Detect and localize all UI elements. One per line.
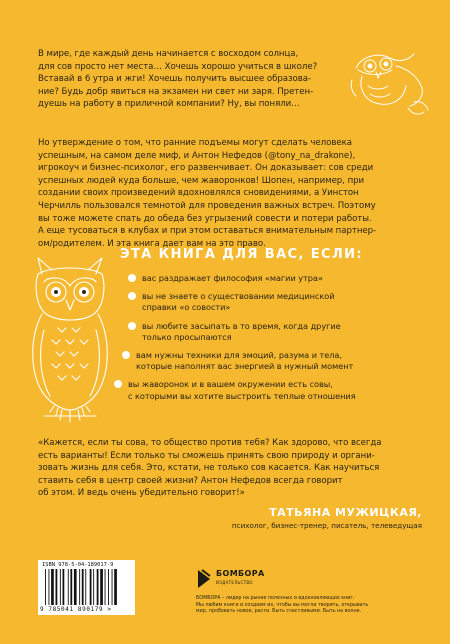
- quote-line: зовать жизнь для себя. Это, кстати, не только сов касается. Как научиться: [38, 463, 380, 473]
- publisher-line: Мы любим книги и создаем их, чтобы вы могли творить, открывать: [196, 602, 369, 608]
- list-item-text: вы не знаете о существовании медицинской: [142, 291, 335, 302]
- barcode-bar: [56, 569, 58, 605]
- intro-line: Вставай в 6 утра и жги! Хочешь получить высшее образова-: [38, 74, 311, 85]
- barcode-bar: [100, 569, 103, 605]
- barcode-bar: [85, 569, 86, 605]
- description-line: Черчилль пользовался темнотой для проведения важных встреч. Поэтому: [38, 200, 376, 211]
- isbn-label: ISBN 978-5-04-189017-9: [42, 562, 114, 568]
- intro-line: дуешь на работу в приличной компании? Ну, вы поняли…: [38, 99, 300, 110]
- bombora-logo-icon: [196, 568, 212, 590]
- list-item-text: справки «о совости»: [142, 302, 231, 313]
- intro-line: ние? Будь добр явиться на экзамен ни свет ни заря. Претен-: [38, 86, 314, 97]
- barcode-bar: [70, 569, 72, 605]
- barcode-icon: [44, 569, 129, 605]
- barcode-bar: [97, 569, 99, 605]
- benefit-list: [128, 273, 428, 409]
- quote-line: ставить себя в центр своей жизни? Антон Нефедов всегда говорит: [38, 475, 343, 486]
- barcode-bar: [108, 569, 109, 605]
- barcode-bar: [49, 569, 50, 605]
- quote-line: об этом. И ведь очень убедительно говорит!»: [38, 488, 245, 498]
- quote-line: «Кажется, если ты сова, то общество против тебя? Как здорово, что всегда: [38, 438, 382, 448]
- publisher-line: БОМБОРА – лидер на рынке полезных и вдохновляющих книг.: [196, 596, 355, 601]
- barcode-bar: [60, 569, 61, 605]
- owl-illustration: [24, 256, 116, 426]
- description-paragraph: [38, 137, 423, 250]
- publisher-name: БОМБОРА: [216, 569, 265, 578]
- list-item-text: с которыми вы хотите выстроить теплые отношения: [128, 390, 356, 401]
- barcode-bar: [51, 569, 54, 605]
- bullet-icon: [128, 322, 136, 330]
- intro-paragraph: [38, 48, 338, 111]
- list-item: [128, 273, 428, 284]
- barcode-bar: [79, 569, 80, 605]
- list-heading: ЭТА КНИГА ДЛЯ ВАС, ЕСЛИ:: [120, 247, 364, 262]
- list-item: [128, 291, 428, 313]
- owl-sketch-decoration: [348, 46, 434, 122]
- list-item: [128, 321, 428, 343]
- description-line: успешным, на самом деле миф, и Антон Нефедов (@tony_na_drakone),: [38, 150, 356, 161]
- list-item-text: которые наполнят вас энергией в нужный момент: [136, 361, 354, 372]
- barcode-bar: [74, 569, 77, 605]
- barcode-bar: [82, 569, 84, 605]
- list-item-text: вы жаворонок и в вашем окружении есть совы,: [128, 379, 333, 390]
- list-item-text: вы любите засыпать в то время, когда другие: [142, 320, 341, 331]
- barcode-bar: [63, 569, 65, 605]
- barcode-bar: [90, 569, 92, 605]
- testimonial-quote: [38, 437, 423, 500]
- barcode-bar: [93, 569, 94, 605]
- list-item: [114, 379, 428, 401]
- bullet-icon: [122, 351, 130, 359]
- description-line: успешных людей куда больше, чем жаворонков! Шопен, например, при: [38, 175, 365, 186]
- barcode-number: 9 785041 890179 >: [40, 606, 112, 613]
- intro-line: В мире, где каждый день начинается с восходом солнца,: [38, 49, 299, 59]
- barcode-bar: [114, 569, 117, 605]
- barcode-bar: [45, 569, 46, 605]
- publisher-line: мир, пробовать новое, расти. Быть счастливыми. Быть на волне.: [196, 609, 362, 615]
- bullet-icon: [128, 292, 136, 300]
- intro-line: для сов просто нет места… Хочешь хорошо учиться в школе?: [38, 61, 318, 72]
- description-line: игрокоуч и бизнес-психолог, его развенчивает. Он доказывает: сов среди: [38, 163, 374, 174]
- description-line: ом/родителем. И эта книга дает вам на это право.: [38, 238, 266, 249]
- publisher-subtitle: ИЗДАТЕЛЬСТВО: [216, 580, 253, 585]
- isbn-barcode: [38, 560, 135, 615]
- quote-author: ТАТЬЯНА МУЖИЦКАЯ,: [269, 506, 422, 519]
- description-line: Но утверждение о том, что ранние подъемы могут сделать человека: [38, 138, 352, 148]
- description-line: А еще тусоваться в клубах и при этом оставаться внимательным партнер-: [38, 226, 377, 237]
- description-line: вы тоже можете спать до обеда без угрызений совести и потери работы.: [38, 213, 372, 224]
- barcode-bar: [68, 569, 69, 605]
- quote-author-role: психолог, бизнес-тренер, писатель, телеведущая: [231, 521, 422, 530]
- list-item-text: вам нужны техники для эмоций, разума и тела,: [136, 350, 342, 361]
- barcode-bar: [105, 569, 106, 605]
- barcode-bar: [112, 569, 113, 605]
- list-item-text: вас раздражает философия «магии утра»: [142, 273, 323, 283]
- list-item-text: только просыпаются: [142, 331, 232, 342]
- publisher-description: [196, 596, 436, 616]
- bullet-icon: [114, 380, 122, 388]
- list-item: [122, 350, 428, 372]
- bullet-icon: [128, 274, 136, 282]
- quote-line: есть варианты! Если только ты сможешь принять свою природу и органи-: [38, 450, 375, 461]
- publisher-logo: [196, 566, 276, 600]
- description-line: создании своих произведений вдохновлялся сновидениями, а Уинстон: [38, 188, 359, 199]
